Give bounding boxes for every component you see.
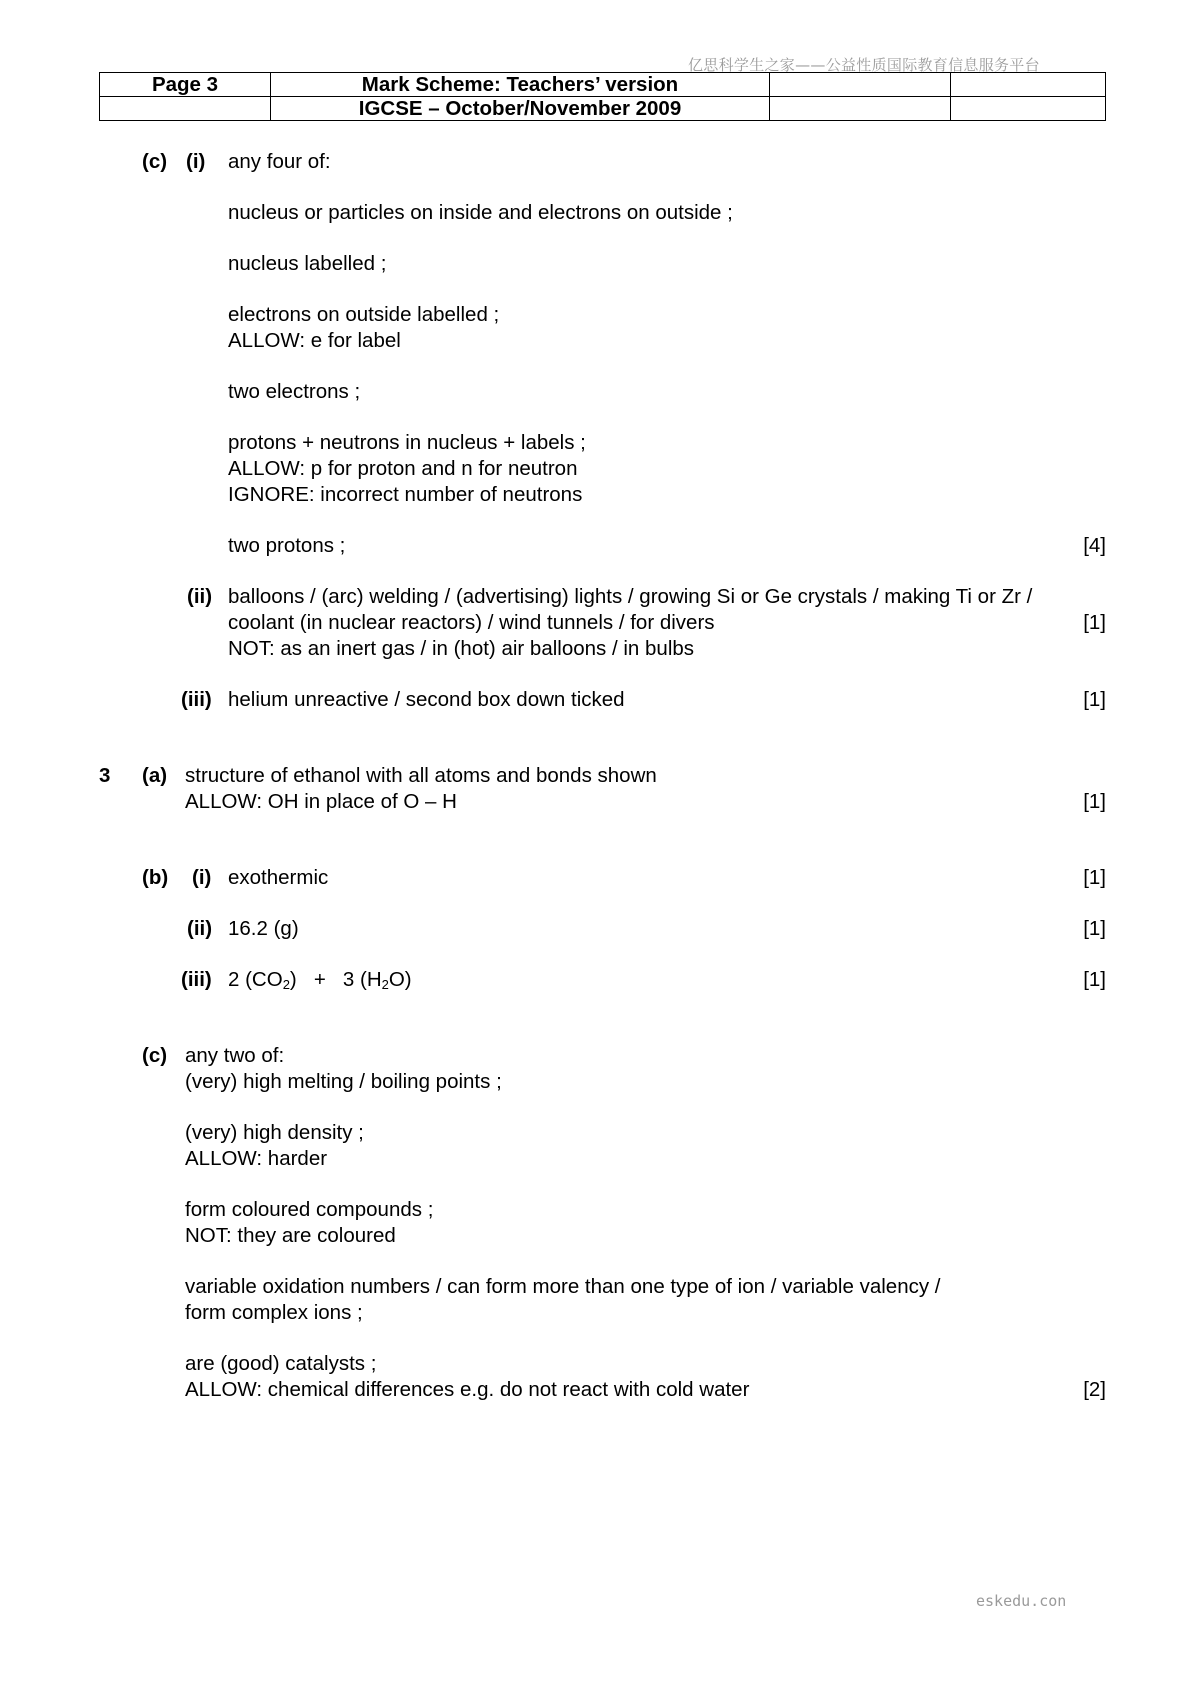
mark-allocation: [1] xyxy=(1083,790,1106,813)
answer-line: structure of ethanol with all atoms and bonds shown xyxy=(185,764,657,787)
mark-allocation: [1] xyxy=(1083,917,1106,940)
ignore-note: IGNORE: incorrect number of neutrons xyxy=(228,483,583,506)
mark-allocation: [1] xyxy=(1083,968,1106,991)
question-number-3: 3 xyxy=(99,764,111,787)
answer-line: any four of: xyxy=(228,150,331,173)
header-empty-cell xyxy=(770,73,951,97)
answer-line: protons + neutrons in nucleus + labels ; xyxy=(228,431,586,454)
answer-line: two electrons ; xyxy=(228,380,361,403)
mark-allocation: [1] xyxy=(1083,611,1106,634)
subpart-label-i: (i) xyxy=(192,866,212,889)
subpart-label-iii: (iii) xyxy=(181,688,212,711)
header-empty-cell xyxy=(951,97,1106,121)
answer-line: form complex ions ; xyxy=(185,1301,363,1324)
header-empty-cell xyxy=(100,97,271,121)
subpart-label-iii: (iii) xyxy=(181,968,212,991)
header-table xyxy=(99,72,1106,121)
answer-line: (very) high density ; xyxy=(185,1121,364,1144)
part-label-a: (a) xyxy=(142,764,168,787)
mark-allocation: [1] xyxy=(1083,688,1106,711)
allow-note: ALLOW: OH in place of O – H xyxy=(185,790,457,813)
mark-allocation: [2] xyxy=(1083,1378,1106,1401)
watermark-text-bottom: eskedu.con xyxy=(976,1592,1067,1610)
not-note: NOT: they are coloured xyxy=(185,1224,396,1247)
answer-line: are (good) catalysts ; xyxy=(185,1352,377,1375)
header-empty-cell xyxy=(770,97,951,121)
answer-line: coolant (in nuclear reactors) / wind tunnels / for divers xyxy=(228,611,715,634)
answer-line: 16.2 (g) xyxy=(228,917,299,940)
answer-line: exothermic xyxy=(228,866,329,889)
equation-answer: 2 $(CO_2) + 3$ $(H_2O)$ xyxy=(228,968,412,992)
answer-line: helium unreactive / second box down ticked xyxy=(228,688,625,711)
subpart-label-ii: (ii) xyxy=(187,585,213,608)
watermark-text-top: 亿思科学生之家——公益性质国际教育信息服务平台 xyxy=(688,56,1040,74)
answer-line: nucleus labelled ; xyxy=(228,252,387,275)
answer-line: variable oxidation numbers / can form more than one type of ion / variable valency / xyxy=(185,1275,941,1298)
allow-note: ALLOW: p for proton and n for neutron xyxy=(228,457,578,480)
answer-line: form coloured compounds ; xyxy=(185,1198,434,1221)
header-page: Page 3 xyxy=(100,73,271,97)
allow-note: ALLOW: harder xyxy=(185,1147,328,1170)
answer-line: nucleus or particles on inside and electrons on outside ; xyxy=(228,201,733,224)
part-label-b: (b) xyxy=(142,866,169,889)
mark-allocation: [4] xyxy=(1083,534,1106,557)
header-exam: IGCSE – October/November 2009 xyxy=(271,97,770,121)
mark-allocation: [1] xyxy=(1083,866,1106,889)
subpart-label-ii: (ii) xyxy=(187,917,213,940)
answer-line: any two of: xyxy=(185,1044,285,1067)
answer-line: (very) high melting / boiling points ; xyxy=(185,1070,502,1093)
answer-line: two protons ; xyxy=(228,534,346,557)
answer-line: electrons on outside labelled ; xyxy=(228,303,500,326)
header-empty-cell xyxy=(951,73,1106,97)
allow-note: ALLOW: chemical differences e.g. do not react with cold water xyxy=(185,1378,750,1401)
answer-line: balloons / (arc) welding / (advertising) lights / growing Si or Ge crystals / making Ti or Zr / xyxy=(228,585,1033,608)
part-label-c: (c) xyxy=(142,1044,168,1067)
subpart-label-i: (i) xyxy=(186,150,206,173)
allow-note: ALLOW: e for label xyxy=(228,329,401,352)
header-title: Mark Scheme: Teachers’ version xyxy=(271,73,770,97)
part-label-c: (c) xyxy=(142,150,168,173)
not-note: NOT: as an inert gas / in (hot) air balloons / in bulbs xyxy=(228,637,695,660)
